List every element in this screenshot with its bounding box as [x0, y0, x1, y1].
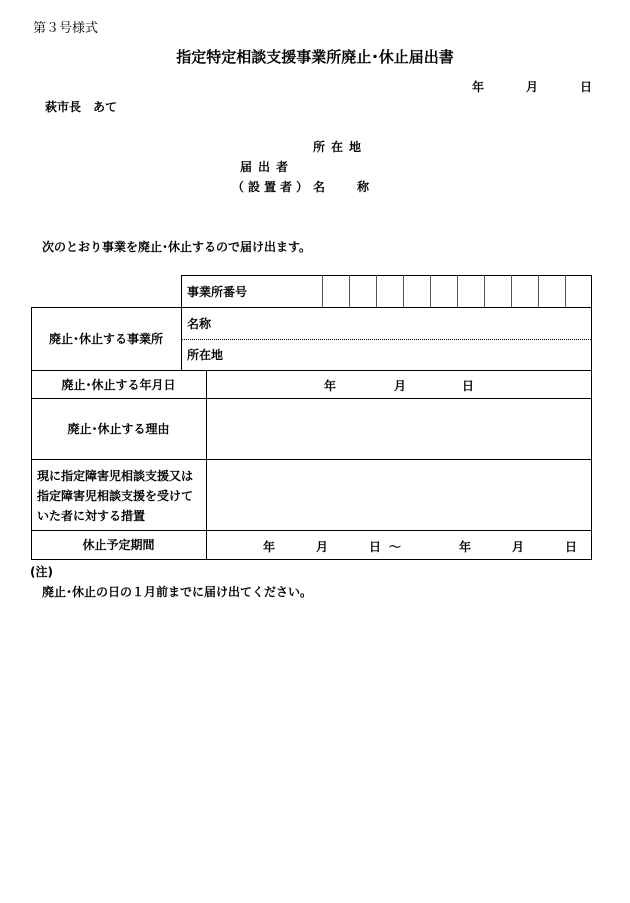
period-to-month: 月 [512, 540, 525, 554]
period-tilde: ～ [389, 540, 402, 554]
period-from-day: 日 [369, 540, 382, 554]
digit-box-line [349, 275, 350, 307]
table-line [591, 275, 592, 559]
digit-box-line [484, 275, 485, 307]
notification-statement: 次のとおり事業を廃止･休止するので届け出ます。 [42, 240, 312, 254]
addressee: 萩市長 あて [45, 100, 118, 114]
measures-label-line: いた者に対する措置 [37, 509, 146, 523]
applicant-name-label: 名 称 [313, 180, 380, 194]
digit-box-line [565, 275, 566, 307]
notifier-label: 届出者 [240, 160, 295, 174]
measures-label-line: 現に指定障害児相談支援又は [37, 469, 194, 483]
digit-box-line [403, 275, 404, 307]
closure-date-month: 月 [394, 379, 407, 393]
period-from-month: 月 [316, 540, 329, 554]
digit-box-line [538, 275, 539, 307]
form-number: 第３号様式 [33, 21, 99, 36]
digit-box-line [376, 275, 377, 307]
date-month-label: 月 [526, 80, 539, 94]
applicant-address-label: 所在地 [313, 140, 368, 154]
digit-box-line [511, 275, 512, 307]
digit-box-line [322, 275, 323, 307]
table-line [206, 370, 207, 559]
founder-label: （設置者） [232, 180, 313, 194]
note-label: (注) [30, 565, 53, 579]
office-name-label: 名称 [187, 316, 212, 331]
document-title: 指定特定相談支援事業所廃止･休止届出書 [176, 48, 454, 66]
measures-label [37, 466, 193, 526]
office-number-label: 事業所番号 [187, 284, 248, 299]
digit-box-line [457, 275, 458, 307]
office-group-label: 廃止･休止する事業所 [48, 332, 163, 346]
closure-date-label: 廃止･休止する年月日 [61, 377, 176, 392]
digit-box-line [430, 275, 431, 307]
date-year-label: 年 [472, 80, 485, 94]
period-to-year: 年 [459, 540, 472, 554]
note-text: 廃止･休止の日の１月前までに届け出てください。 [42, 585, 313, 599]
closure-date-day: 日 [462, 379, 475, 393]
measures-label-line: 指定障害児相談支援を受けて [37, 489, 194, 503]
table-line [31, 459, 591, 460]
period-to-day: 日 [565, 540, 578, 554]
period-from-year: 年 [263, 540, 276, 554]
suspension-period-label: 休止予定期間 [82, 538, 155, 552]
date-day-label: 日 [580, 80, 593, 94]
table-line [31, 559, 592, 560]
closure-reason-label: 廃止･休止する理由 [67, 422, 170, 436]
closure-date-year: 年 [324, 379, 337, 393]
office-location-label: 所在地 [187, 348, 224, 362]
